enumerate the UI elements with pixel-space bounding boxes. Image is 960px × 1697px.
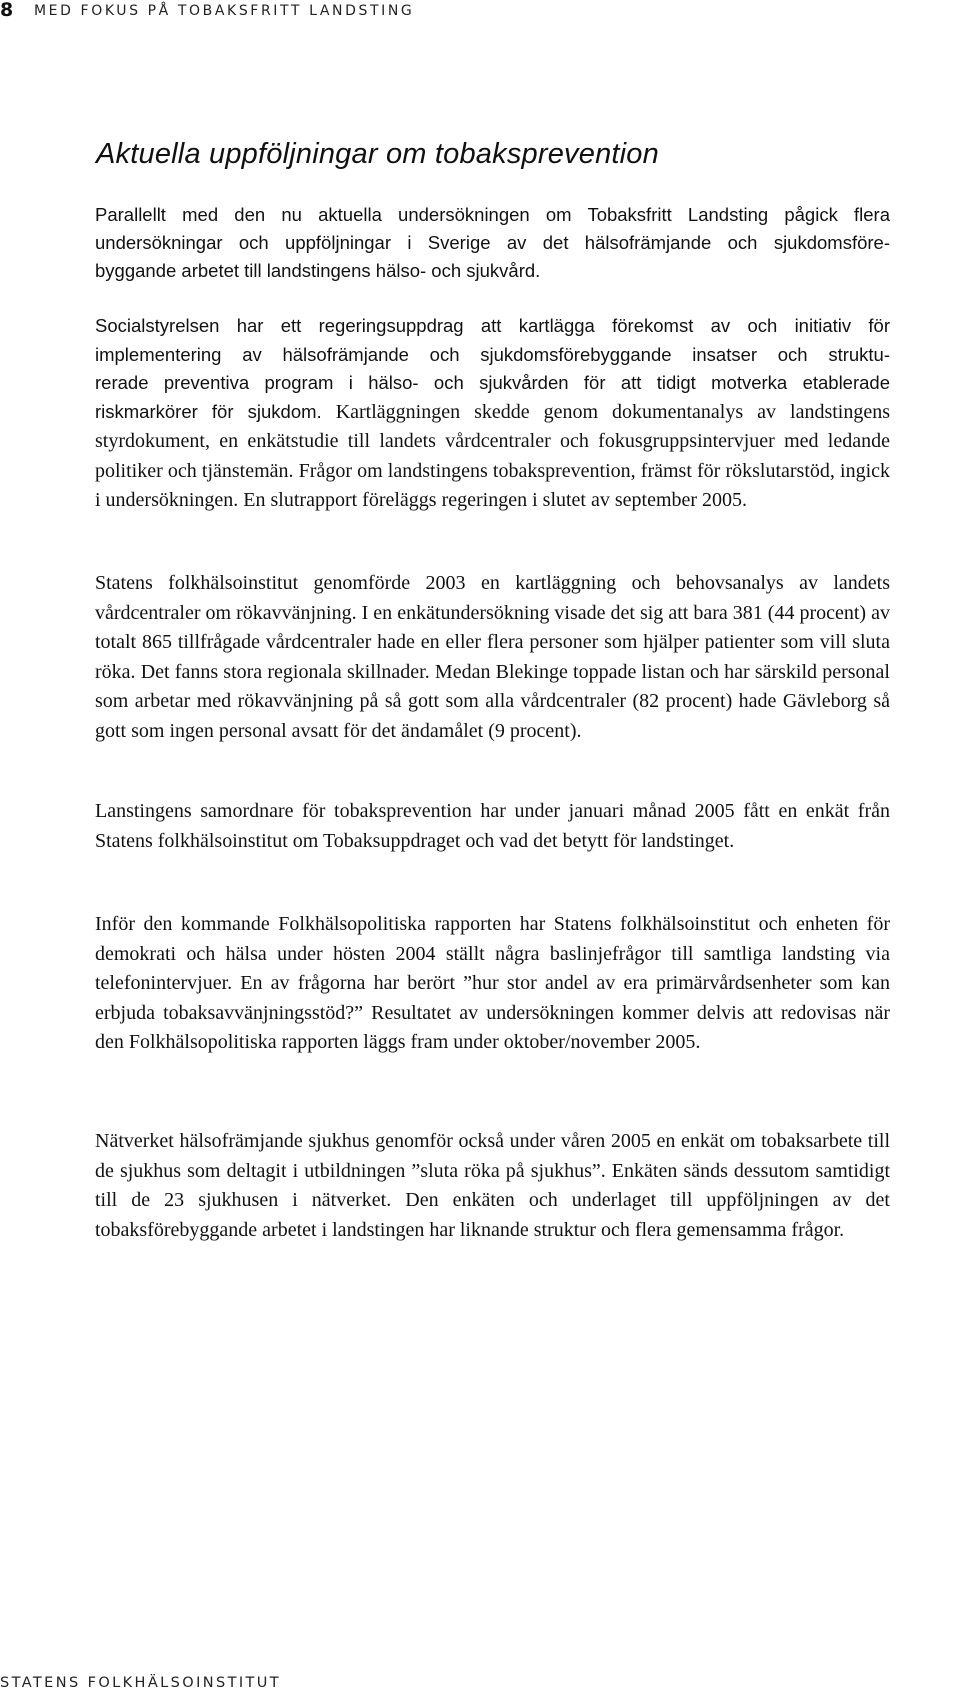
paragraph-6 <box>95 1127 890 1245</box>
page-number: 8 <box>0 0 14 21</box>
paragraph-4 <box>95 797 890 856</box>
paragraph-text <box>95 397 890 516</box>
paragraph-1 <box>95 201 890 285</box>
paragraph-line: undersökningar och uppföljningar i Sverige av det hälsofrämjande och sjukdomsföre- <box>95 232 890 253</box>
paragraph-line: implementering av hälsofrämjande och sjukdomsförebyggande insatser och struktu- <box>95 343 890 365</box>
paragraph-text: Lanstingens samordnare för tobaksprevention har under januari månad 2005 fått en enkät från Statens folkhälsoinstitut om Tobaksuppdraget och vad det betytt för landstinget. <box>95 800 890 852</box>
paragraph-line: Parallellt med den nu aktuella undersökningen om Tobaksfritt Landsting pågick flera <box>95 204 890 225</box>
page-footer: STATENS FOLKHÄLSOINSTITUT <box>0 1675 282 1691</box>
page-header <box>0 0 960 24</box>
paragraph-text: Nätverket hälsofrämjande sjukhus genomför också under våren 2005 en enkät om tobaksarbete till de sjukhus som deltagit i utbildningen ”sluta röka på sjukhus”. Enkäten sänds dessutom samtidigt till de 23 sjukhusen i nätverket. Den enkäten och underlaget till uppföljningen av det tobaksförebyggande arbetet i landstingen har liknande struktur och flera gemensamma frågor. <box>95 1130 890 1241</box>
paragraph-3 <box>95 569 890 746</box>
paragraph-continuation: Kartläggningen skedde genom dokumentanalys av landstingens styrdokument, en enkätstudie till landets vårdcentraler och fokusgruppsintervjuer med ledande politiker och tjänstemän. Frågor om landstingens tobaksprevention, främst för rökslutarstöd, ingick i undersökningen. En slutrapport föreläggs regeringen i slutet av september 2005. <box>95 400 891 511</box>
paragraph-line: byggande arbetet till landstingens hälso- och sjukvård. <box>95 260 541 281</box>
paragraph-2 <box>95 312 890 516</box>
paragraph-text: Statens folkhälsoinstitut genomförde 2003 en kartläggning och behovsanalys av landets vårdcentraler om rökavvänjning. I en enkätundersökning visade det sig att bara 381 (44 procent) av totalt 865 tillfrågade vårdcentraler hade en eller flera personer som hjälper patienter som vill sluta röka. Det fanns stora regionala skillnader. Medan Blekinge toppade listan och har särskild personal som arbetar med rökavvänjning på så gott som alla vårdcentraler (82 procent) hade Gävleborg så gott som ingen personal avsatt för det ändamålet (9 procent). <box>95 572 890 742</box>
paragraph-line: Socialstyrelsen har ett regeringsuppdrag att kartlägga förekomst av och initiativ för <box>95 315 890 336</box>
paragraph-5 <box>95 910 890 1058</box>
running-title: MED FOKUS PÅ TOBAKSFRITT LANDSTING <box>34 3 415 19</box>
section-title: Aktuella uppföljningar om tobaksprevention <box>96 138 659 170</box>
paragraph-lead: riskmarkörer för sjukdom. <box>95 400 322 422</box>
paragraph-line: rerade preventiva program i hälso- och sjukvården för att tidigt motverka etablerade <box>95 372 890 393</box>
paragraph-text: Inför den kommande Folkhälsopolitiska rapporten har Statens folkhälsoinstitut och enheten för demokrati och hälsa under hösten 2004 ställt några baslinjefrågor till samtliga landsting via telefonintervjuer. En av frågorna har berört ”hur stor andel av era primärvårdsenheter som kan erbjuda tobaksavvänjningsstöd?” Resultatet av undersökningen kommer delvis att redovisas när den Folkhälsopolitiska rapporten läggs fram under oktober/november 2005. <box>95 913 890 1053</box>
